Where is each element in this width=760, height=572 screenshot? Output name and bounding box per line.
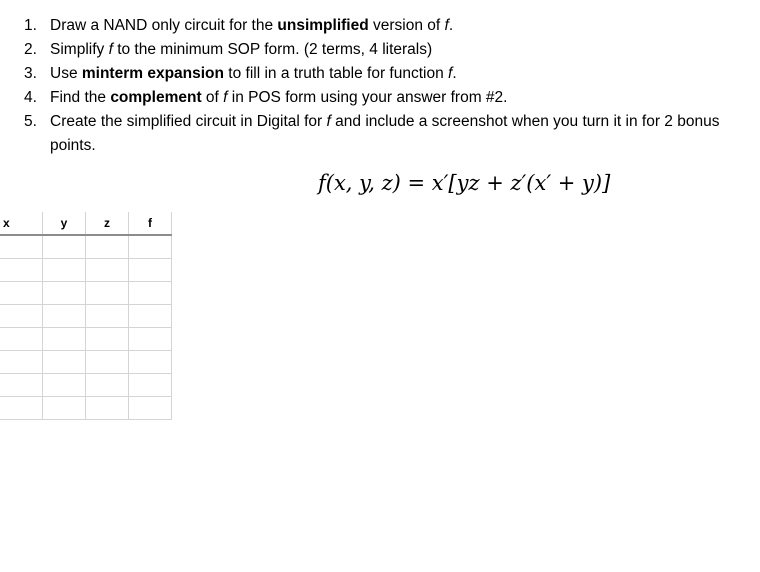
table-cell[interactable] xyxy=(0,374,43,397)
instruction-text-segment: Draw a NAND only circuit for the xyxy=(50,17,278,34)
table-cell[interactable] xyxy=(129,397,172,420)
table-cell[interactable] xyxy=(0,282,43,305)
table-cell[interactable] xyxy=(86,259,129,282)
table-cell[interactable] xyxy=(129,374,172,397)
instruction-text-segment: Simplify xyxy=(50,41,109,58)
table-cell[interactable] xyxy=(129,328,172,351)
instruction-text xyxy=(50,14,744,38)
function-name: f xyxy=(326,113,331,130)
function-name: f xyxy=(108,41,113,58)
table-cell[interactable] xyxy=(43,374,86,397)
instruction-text-segment: . xyxy=(448,17,454,34)
function-name: f xyxy=(444,17,449,34)
table-cell[interactable] xyxy=(43,282,86,305)
instruction-text-segment: in POS form using your answer from #2. xyxy=(227,89,508,106)
instruction-text xyxy=(50,38,744,62)
table-cell[interactable] xyxy=(0,259,43,282)
table-cell[interactable] xyxy=(129,259,172,282)
table-cell[interactable] xyxy=(0,397,43,420)
table-cell[interactable] xyxy=(86,328,129,351)
table-cell[interactable] xyxy=(0,351,43,374)
instruction-item xyxy=(24,62,744,86)
table-cell[interactable] xyxy=(86,305,129,328)
table-cell[interactable] xyxy=(129,235,172,259)
table-row xyxy=(0,374,172,397)
table-cell[interactable] xyxy=(43,259,86,282)
table-row xyxy=(0,259,172,282)
table-cell[interactable] xyxy=(129,282,172,305)
instruction-text-segment: Find the xyxy=(50,89,111,106)
instruction-number: 5. xyxy=(24,113,37,130)
function-name: f xyxy=(223,89,228,106)
truth-table-header-row xyxy=(0,212,172,235)
header-y: y xyxy=(43,212,86,235)
table-cell[interactable] xyxy=(86,282,129,305)
instruction-item xyxy=(24,86,744,110)
instruction-item xyxy=(24,14,744,38)
instruction-item xyxy=(24,38,744,62)
instruction-text-segment: to the minimum SOP form. (2 terms, 4 literals) xyxy=(112,41,433,58)
instruction-text-segment: of xyxy=(201,89,224,106)
instruction-number: 2. xyxy=(24,41,37,58)
table-cell[interactable] xyxy=(129,351,172,374)
instruction-text-segment: version of xyxy=(368,17,445,34)
function-name: f xyxy=(448,65,453,82)
table-row xyxy=(0,397,172,420)
instruction-text-segment: to fill in a truth table for function xyxy=(224,65,449,82)
bold-term: complement xyxy=(110,89,202,106)
table-cell[interactable] xyxy=(43,351,86,374)
instruction-text-segment: and include a screenshot when you turn it in for 2 bonus points. xyxy=(50,113,720,154)
instruction-text-segment: Use xyxy=(50,65,82,82)
instruction-number: 4. xyxy=(24,89,37,106)
instruction-text xyxy=(50,110,744,158)
table-cell[interactable] xyxy=(129,305,172,328)
instruction-text xyxy=(50,86,744,110)
table-row xyxy=(0,235,172,259)
table-cell[interactable] xyxy=(43,328,86,351)
instruction-number: 3. xyxy=(24,65,37,82)
table-cell[interactable] xyxy=(43,305,86,328)
table-row xyxy=(0,351,172,374)
truth-table xyxy=(0,212,172,420)
table-cell[interactable] xyxy=(43,235,86,259)
table-cell[interactable] xyxy=(86,397,129,420)
table-cell[interactable] xyxy=(86,374,129,397)
table-row xyxy=(0,282,172,305)
instruction-list xyxy=(24,14,744,158)
table-cell[interactable] xyxy=(0,305,43,328)
instruction-text-segment: . xyxy=(452,65,457,82)
bold-term: unsimplified xyxy=(277,17,369,34)
header-f: f xyxy=(129,212,172,235)
table-cell[interactable] xyxy=(0,328,43,351)
header-z: z xyxy=(86,212,129,235)
instruction-number: 1. xyxy=(24,17,37,34)
table-cell[interactable] xyxy=(43,397,86,420)
instruction-item xyxy=(24,110,744,158)
instruction-text-segment: Create the simplified circuit in Digital for xyxy=(50,113,327,130)
table-cell[interactable] xyxy=(0,235,43,259)
table-cell[interactable] xyxy=(86,235,129,259)
table-row xyxy=(0,328,172,351)
function-formula: f(x, y, z) = x′[yz + z′(x′ + y)] xyxy=(318,171,611,195)
header-x: x xyxy=(0,212,43,235)
bold-term: minterm expansion xyxy=(81,65,224,82)
table-row xyxy=(0,305,172,328)
instruction-text xyxy=(50,62,744,86)
table-cell[interactable] xyxy=(86,351,129,374)
